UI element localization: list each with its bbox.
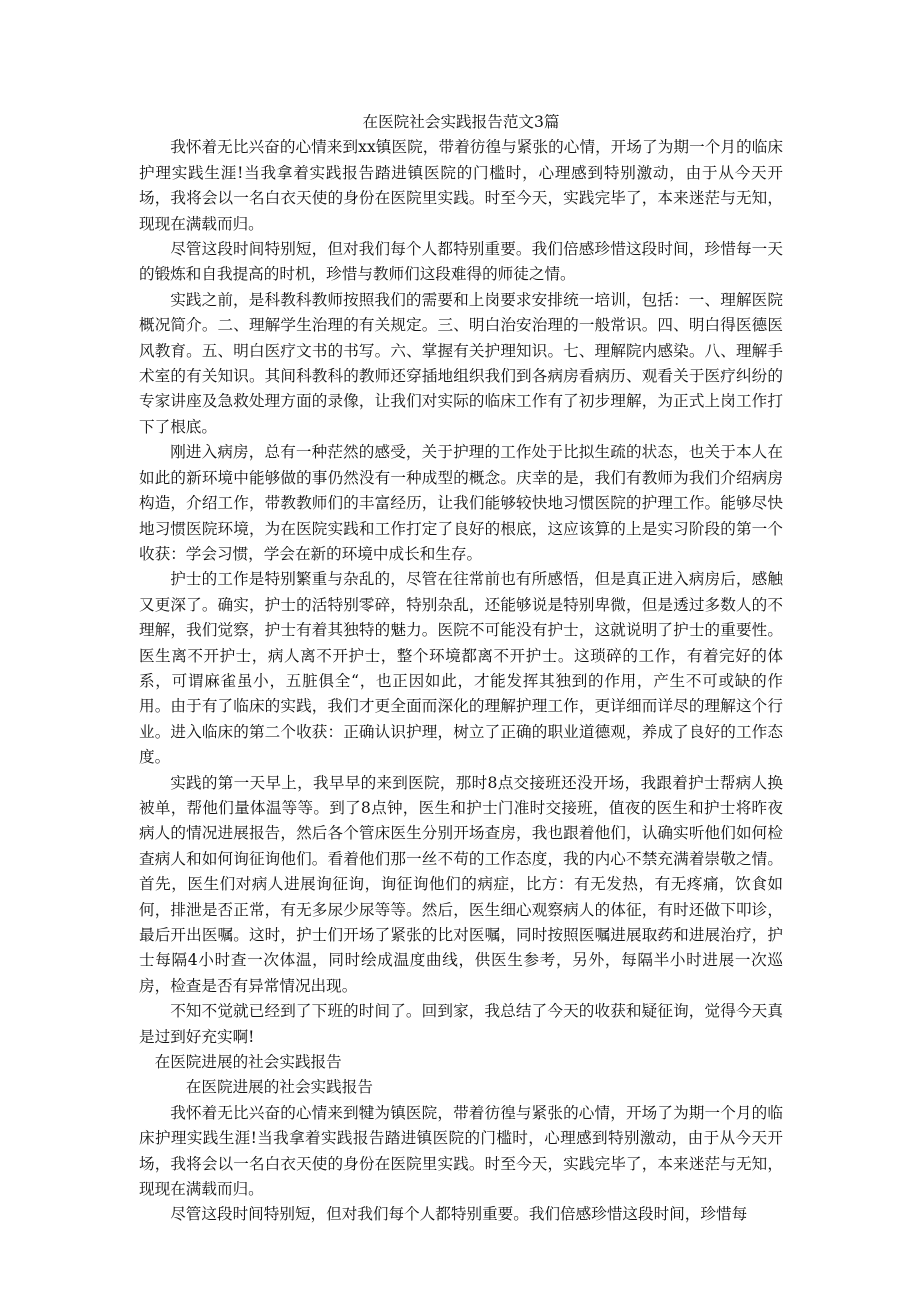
document-title: 在医院社会实践报告范文3篇 <box>362 113 560 131</box>
paragraph: 尽管这段时间特别短，但对我们每个人都特别重要。我们倍感珍惜这段时间，珍惜每一天的锻炼和自我提高的时机，珍惜与教师们这段难得的师徒之情。 <box>139 240 783 284</box>
paragraph: 刚进入病房，总有一种茫然的感受，关于护理的工作处于比拟生疏的状态，也关于本人在如此的新环境中能够做的事仍然没有一种成型的概念。庆幸的是，我们有教师为我们介绍病房构造，介绍工作，带教教师们的丰富经历，让我们能够较快地习惯医院的护理工作。能够尽快地习惯医院环境，为在医院实践和工作打定了良好的根底，这应该算的上是实习阶段的第一个收获：学会习惯，学会在新的环境中成长和生存。 <box>139 443 783 563</box>
section-heading: 在医院进展的社会实践报告 <box>154 1053 342 1072</box>
paragraph: 我怀着无比兴奋的心情来到xx镇医院，带着彷徨与紧张的心情，开场了为期一个月的临床护理实践生涯!当我拿着实践报告踏进镇医院的门槛时，心理感到特别激动，由于从今天开场，我将会以一名白衣天使的身份在医院里实践。时至今天，实践完毕了，本来迷茫与无知，现现在满载而归。 <box>139 138 783 233</box>
paragraph: 尽管这段时间特别短，但对我们每个人都特别重要。我们倍感珍惜这段时间，珍惜每 <box>170 1205 748 1224</box>
paragraph: 实践之前，是科教科教师按照我们的需要和上岗要求安排统一培训，包括：一、理解医院概况简介。二、理解学生治理的有关规定。三、明白治安治理的一般常识。四、明白得医德医风教育。五、明白医疗文书的书写。六、掌握有关护理知识。七、理解院内感染。八、理解手术室的有关知识。其间科教科的教师还穿插地组织我们到各病房看病历、观看关于医疗纠纷的专家讲座及急救处理方面的录像，让我们对实际的临床工作有了初步理解，为正式上岗工作打下了根底。 <box>139 290 783 436</box>
paragraph: 护士的工作是特别繁重与杂乱的，尽管在往常前也有所感悟，但是真正进入病房后，感触又更深了。确实，护士的活特别零碎，特别杂乱，还能够说是特别卑微，但是透过多数人的不理解，我们觉察，护士有着其独特的魅力。医院不可能没有护士，这就说明了护士的重要性。医生离不开护士，病人离不开护士，整个环境都离不开护士。这琐碎的工作，有着完好的体系，可谓麻雀虽小，五脏俱全“，也正因如此，才能发挥其独到的作用，产生不可或缺的作用。由于有了临床的实践，我们才更全面而深化的理解护理工作，更详细而详尽的理解这个行业。进入临床的第二个收获：正确认识护理，树立了正确的职业道德观，养成了良好的工作态度。 <box>139 570 783 767</box>
paragraph: 我怀着无比兴奋的心情来到犍为镇医院，带着彷徨与紧张的心情，开场了为期一个月的临床护理实践生涯!当我拿着实践报告踏进镇医院的门槛时，心理感到特别激动，由于从今天开场，我将会以一名白衣天使的身份在医院里实践。时至今天，实践完毕了，本来迷茫与无知，现现在满载而归。 <box>139 1103 783 1199</box>
paragraph: 不知不觉就已经到了下班的时间了。回到家，我总结了今天的收获和疑征询，觉得今天真是过到好充实啊! <box>139 1002 783 1046</box>
section-subheading: 在医院进展的社会实践报告 <box>185 1078 373 1097</box>
document-body <box>139 110 783 1228</box>
paragraph: 实践的第一天早上，我早早的来到医院，那时8点交接班还没开场，我跟着护士帮病人换被单，帮他们量体温等等。到了8点钟，医生和护士门准时交接班，值夜的医生和护士将昨夜病人的情况进展报告，然后各个管床医生分别开场查房，我也跟着他们，认确实听他们如何检查病人和如何询征询他们。看着他们那一丝不苟的工作态度，我的内心不禁充满着崇敬之情。首先，医生们对病人进展询征询，询征询他们的病症，比方：有无发热，有无疼痛，饮食如何，排泄是否正常，有无多尿少尿等等。然后，医生细心观察病人的体征，有时还做下叩诊，最后开出医嘱。这时，护士们开场了紧张的比对医嘱，同时按照医嘱进展取药和进展治疗，护士每隔4小时查一次体温，同时绘成温度曲线，供医生参考，另外，每隔半小时进展一次巡房，检查是否有异常情况出现。 <box>139 773 783 995</box>
